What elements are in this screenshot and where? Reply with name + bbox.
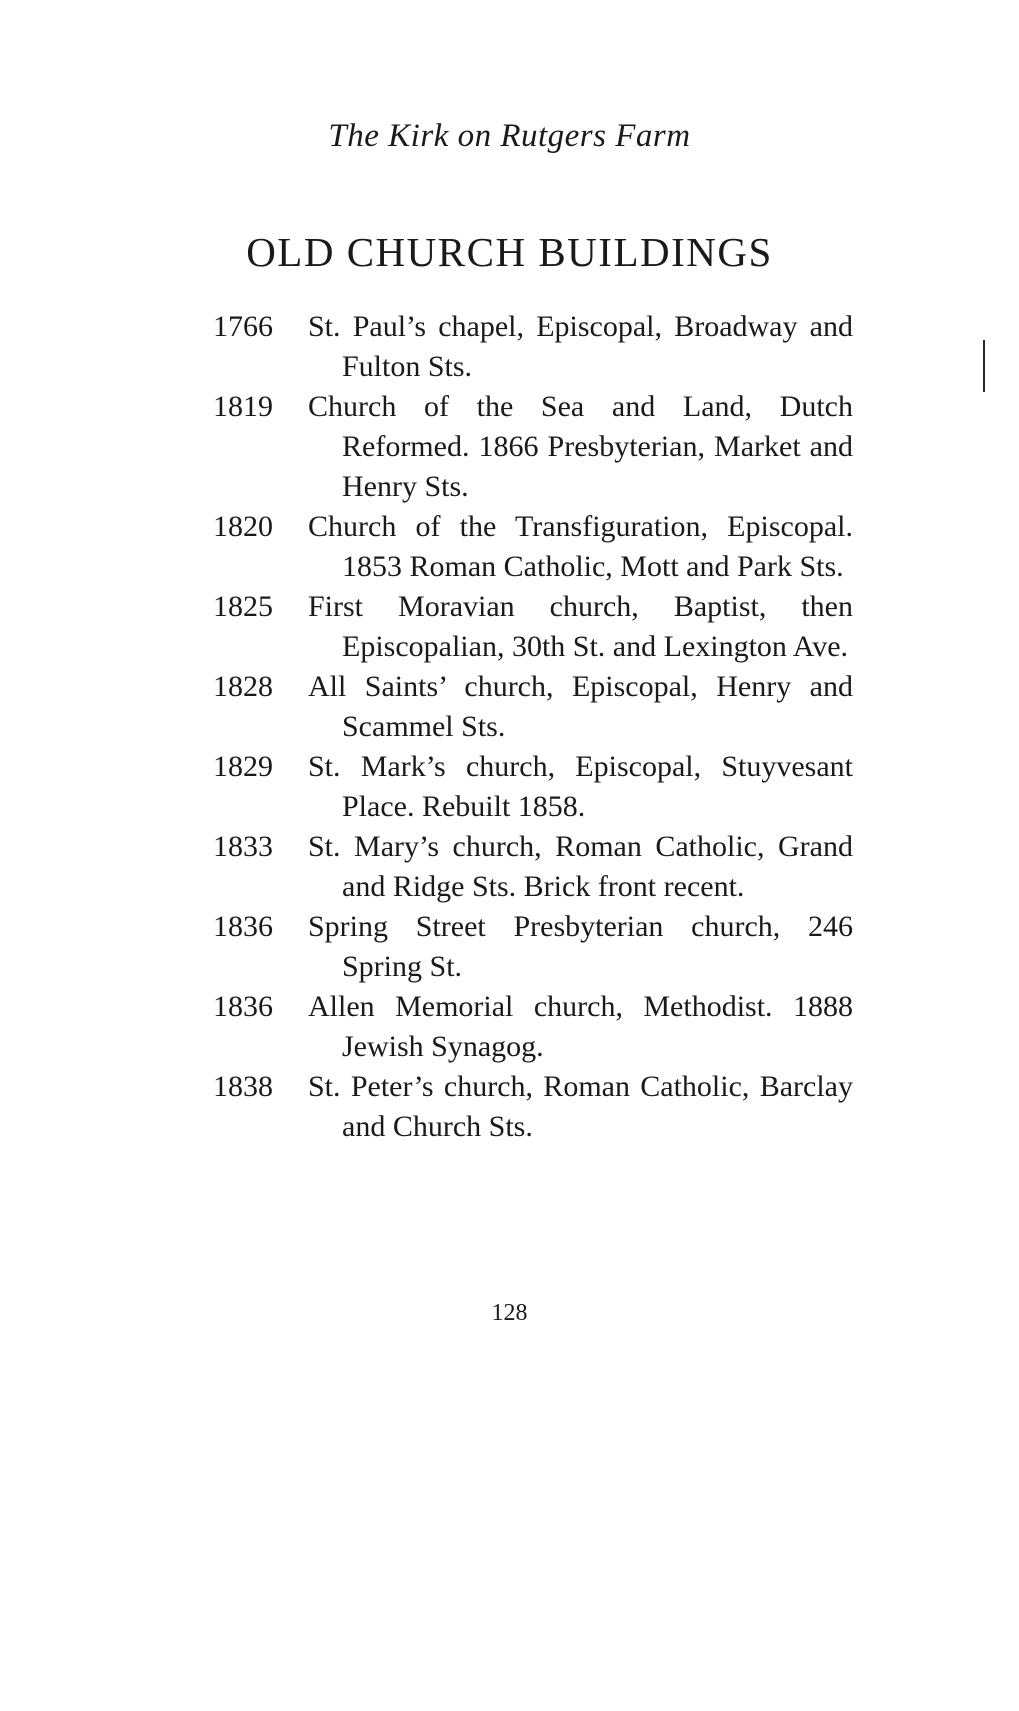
entry-description: St. Mark’s church, Episcopal, Stuyvesant Place. Rebuilt 1858. <box>308 750 853 823</box>
list-item <box>213 587 853 667</box>
margin-mark <box>983 340 985 392</box>
entry-description: Church of the Sea and Land, Dutch Reformed. 1866 Presbyterian, Market and Henry Sts. <box>308 390 853 503</box>
entry-year: 1820 <box>213 510 273 543</box>
page-number: 128 <box>491 1300 528 1326</box>
entry-description: Allen Memorial church, Methodist. 1888 Jewish Synagog. <box>308 990 853 1063</box>
list-item <box>213 507 853 587</box>
entry-description: St. Peter’s church, Roman Catholic, Barclay and Church Sts. <box>308 1070 853 1143</box>
entry-year: 1766 <box>213 310 273 343</box>
list-item <box>213 907 853 987</box>
list-item <box>213 827 853 907</box>
entry-year: 1836 <box>213 990 273 1023</box>
list-item <box>213 387 853 507</box>
list-item <box>213 987 853 1067</box>
list-item <box>213 747 853 827</box>
list-item <box>213 307 853 387</box>
running-head: The Kirk on Rutgers Farm <box>328 118 691 154</box>
list-item <box>213 667 853 747</box>
entry-description: Church of the Transfiguration, Episcopal. 1853 Roman Catholic, Mott and Park Sts. <box>308 510 853 583</box>
entry-description: First Moravian church, Baptist, then Episcopalian, 30th St. and Lexington Ave. <box>308 590 853 663</box>
entry-description: All Saints’ church, Episcopal, Henry and Scammel Sts. <box>308 670 853 743</box>
entry-description: St. Mary’s church, Roman Catholic, Grand and Ridge Sts. Brick front recent. <box>308 830 853 903</box>
entry-year: 1833 <box>213 830 273 863</box>
entry-year: 1828 <box>213 670 273 703</box>
entry-year: 1819 <box>213 390 273 423</box>
section-title: OLD CHURCH BUILDINGS <box>246 229 773 275</box>
entry-description: St. Paul’s chapel, Episcopal, Broadway and Fulton Sts. <box>308 310 853 383</box>
entry-year: 1825 <box>213 590 273 623</box>
list-item <box>213 1067 853 1147</box>
church-list <box>213 307 853 1147</box>
entry-year: 1838 <box>213 1070 273 1103</box>
entry-description: Spring Street Presbyterian church, 246 Spring St. <box>308 910 853 983</box>
entry-year: 1836 <box>213 910 273 943</box>
entry-year: 1829 <box>213 750 273 783</box>
